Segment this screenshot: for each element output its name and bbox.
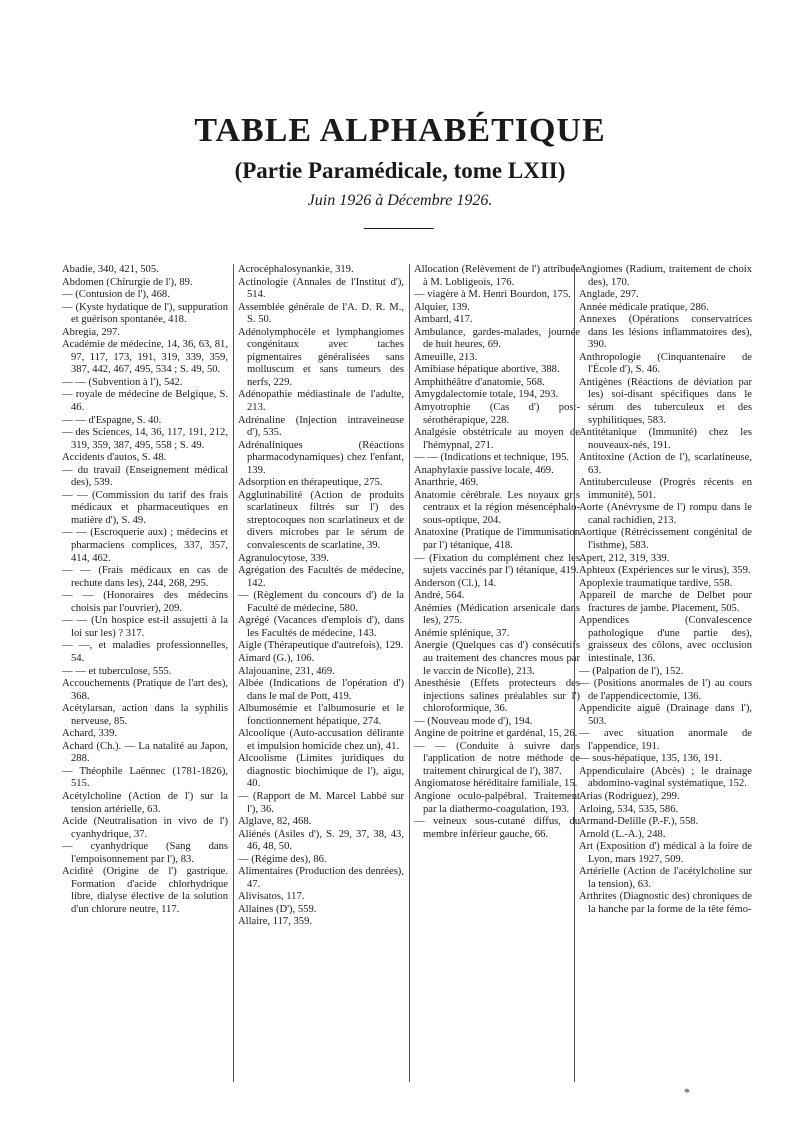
index-entry: — des Sciences, 14, 36, 117, 191, 212, 319, 359, 387, 495, 558 ; S. 49. xyxy=(62,427,228,451)
index-entry: Angione oculo-palpébral. Traitement par la diathermo-coagulation, 193. xyxy=(414,790,580,815)
index-entry: — (Positions anormales de l') au cours de l'appendicectomie, 136. xyxy=(579,678,752,702)
index-entry: Assemblée générale de l'A. D. R. M., S. 50. xyxy=(238,301,404,326)
index-entry: Appareil de marche de Delbet pour fractures de jambe. Placement, 505. xyxy=(579,590,752,614)
column-divider xyxy=(574,264,575,1082)
index-entry: Apert, 212, 319, 339. xyxy=(579,552,670,564)
index-entry: — — et tuberculose, 555. xyxy=(62,665,172,677)
index-entry: Angiomes (Radium, traitement de choix des), 170. xyxy=(579,264,752,288)
footer-asterisk: * xyxy=(684,1085,690,1099)
index-entry: Ambulance, gardes-malades, journée de huit heures, 69. xyxy=(414,326,580,351)
index-entry: — — (Conduite à suivre dans l'application de notre méthode de traitement chirurgical de l'), 387. xyxy=(414,740,580,777)
index-entry: Alcoolique (Auto-accusation délirante et impulsion homicide chez un), 41. xyxy=(238,728,404,752)
index-entry: Allaines (D'), 559. xyxy=(238,903,317,915)
index-entry: Anarthrie, 469. xyxy=(414,477,479,489)
index-entry: Appendicite aiguë (Drainage dans l'), 503. xyxy=(579,703,752,727)
index-entry: Adrénaline (Injection intraveineuse d'), 535. xyxy=(238,414,404,439)
index-entry: Albumosémie et l'albumosurie et le fonctionnement hépatique, 274. xyxy=(238,703,404,727)
page-subtitle: (Partie Paramédicale, tome LXII) xyxy=(234,158,566,183)
index-entry: Aorte (Anévrysme de l') rompu dans le canal rachidien, 213. xyxy=(579,502,752,526)
index-entry: Ambard, 417. xyxy=(414,314,473,326)
index-entry: Anthropologie (Cinquantenaire de l'École d'), S. 46. xyxy=(579,351,752,376)
index-entry: Aliénés (Asiles d'), S. 29, 37, 38, 43, 46, 48, 50. xyxy=(238,828,404,853)
index-entry: — — d'Espagne, S. 40. xyxy=(62,414,162,426)
index-entry: Adénolymphocèle et lymphangiomes congénitaux avec taches pigmentaires généralisées sans molluscum et sans tumeurs des nerfs, 229. xyxy=(238,326,404,388)
index-entry: Agranulocytose, 339. xyxy=(238,552,329,564)
index-entry: Artérielle (Action de l'acétylcholine sur la tension), 63. xyxy=(579,866,752,890)
index-entry: Amibiase hépatique abortive, 388. xyxy=(414,364,560,376)
index-entry: Anatomie cérébrale. Les noyaux gris centraux et la région mésencéphalo-sous-optique, 204. xyxy=(414,489,580,526)
index-entry: Acrocéphalosynankie, 319. xyxy=(238,264,354,275)
index-entry: — (Règlement du concours d') de la Faculté de médecine, 580. xyxy=(238,590,404,614)
index-entry: — (Régime des), 86. xyxy=(238,853,327,865)
index-entry: — — (Frais médicaux en cas de rechute dans les), 244, 268, 295. xyxy=(62,565,228,589)
index-entry: Angiomatose héréditaire familiale, 15. xyxy=(414,778,578,790)
index-entry: — veineux sous-cutané diffus, du membre inférieur gauche, 66. xyxy=(414,816,580,840)
index-entry: Achard (Ch.). — La natalité au Japon, 288. xyxy=(62,740,228,765)
index-entry: — (Kyste hydatique de l'), suppuration et guérison spontanée, 418. xyxy=(62,301,228,326)
index-entry: Anatoxine (Pratique de l'immunisation par l') tétanique, 418. xyxy=(414,527,580,552)
date-range: Juin 1926 à Décembre 1926. xyxy=(307,192,493,209)
index-entry: Anesthésie (Effets protecteurs des injections salines préalables sur l') chloroformique, 36. xyxy=(414,678,580,715)
index-entry: — (Fixation du complément chez les sujets vaccinés par l') tétanique, 419. xyxy=(414,552,580,577)
index-entry: Agrégé (Vacances d'emplois d'), dans les Facultés de médecine, 143. xyxy=(238,615,404,639)
index-entry: Abadie, 340, 421, 505. xyxy=(62,264,159,275)
index-entry: Amyotrophie (Cas d') post-sérothérapique, 228. xyxy=(414,402,580,426)
index-entry: — — (Indications et technique, 195. xyxy=(414,452,570,464)
index-entry: Alglave, 82, 468. xyxy=(238,816,312,828)
index-entry: Albée (Indications de l'opération d') dans le mal de Pott, 419. xyxy=(238,678,404,702)
index-entry: Anergie (Quelques cas d') consécutifs au traitement des chancres mous par le vaccin de Nicolle), 213. xyxy=(414,640,580,677)
index-entry: — Théophile Laënnec (1781-1826), 515. xyxy=(62,765,228,790)
index-entry: Arthrites (Diagnostic des) chroniques de la hanche par la forme de la tête fémo- xyxy=(579,891,752,915)
index-entry: Anglade, 297. xyxy=(579,289,639,301)
index-column-3 xyxy=(414,264,580,1084)
index-entry: Antituberculeuse (Progrès récents en immunité), 501. xyxy=(579,477,752,501)
index-entry: Arnold (L.-A.), 248. xyxy=(579,828,666,840)
index-entry: Angine de poitrine et gardénal, 15, 26. xyxy=(414,728,578,740)
index-entry: Allaire, 117, 359. xyxy=(238,916,313,928)
index-entry: Antigènes (Réactions de déviation par les) soi-disant spécifiques dans le sérum des tuberculeux et des syphilitiques, 583. xyxy=(579,376,752,426)
index-entry: Appendices (Convalescence pathologique d'une partie des), graisseux des côlons, avec occlusion intestinale, 136. xyxy=(579,615,752,664)
index-entry: — (Palpation de l'), 152. xyxy=(579,665,684,677)
index-entry: Abregia, 297. xyxy=(62,326,120,338)
index-column-1 xyxy=(62,264,228,1084)
index-entry: Académie de médecine, 14, 36, 63, 81, 97, 117, 173, 191, 319, 339, 359, 387, 442, 467, 495, 534 ; S. 49, 50. xyxy=(62,339,228,376)
index-entry: Armand-Delille (P.-F.), 558. xyxy=(579,816,699,828)
index-entry: — — (Un hospice est-il assujetti à la loi sur les) ? 317. xyxy=(62,615,228,639)
index-entry: Allocation (Relèvement de l') attribuée à M. Lobligeois, 176. xyxy=(414,264,580,288)
index-entry: Analgésie obstétricale au moyen de l'hémypnal, 271. xyxy=(414,427,580,451)
index-entry: Apoplexie traumatique tardive, 558. xyxy=(579,577,733,589)
index-entry: Anderson (Cl.), 14. xyxy=(414,577,497,589)
index-column-4 xyxy=(579,264,752,1084)
index-entry: — cyanhydrique (Sang dans l'empoisonnement par l'), 83. xyxy=(62,841,228,865)
index-entry: — (Contusion de l'), 468. xyxy=(62,289,170,301)
index-entry: Agglutinabilité (Action de produits scarlatineux filtrés sur l') des streptocoques non scarlatineux et de divers microbes par le sérum de convalescents de scarlatine, 39. xyxy=(238,489,404,552)
column-divider xyxy=(409,264,410,1082)
index-entry: Amygdalectomie totale, 194, 293. xyxy=(414,389,559,401)
column-divider xyxy=(233,264,234,1082)
index-entry: Anaphylaxie passive locale, 469. xyxy=(414,464,554,476)
index-entry: Abdomen (Chirurgie de l'), 89. xyxy=(62,276,193,288)
index-entry: — — (Honoraires des médecins choisis par l'ouvrier), 209. xyxy=(62,590,228,614)
index-entry: Alcoolisme (Limites juridiques du diagnostic biochimique de l'), aigu, 40. xyxy=(238,753,404,790)
index-entry: Antitoxine (Action de l'), scarlatineuse, 63. xyxy=(579,452,752,476)
index-entry: Alivisatos, 117. xyxy=(238,891,305,903)
index-entry: Aigle (Thérapeutique d'autrefois), 129. xyxy=(238,640,404,652)
index-entry: Adsorption en thérapeutique, 275. xyxy=(238,477,383,489)
index-entry: — (Nouveau mode d'), 194. xyxy=(414,715,533,727)
index-entry: Achard, 339. xyxy=(62,728,118,740)
index-entry: André, 564. xyxy=(414,590,465,602)
index-entry: — — (Subvention à l'), 542. xyxy=(62,376,183,388)
index-entry: Art (Exposition d') médical à la foire de Lyon, mars 1927, 509. xyxy=(579,841,752,865)
index-entry: Aortique (Rétrécissement congénital de l'isthme), 583. xyxy=(579,527,752,552)
index-entry: — royale de médecine de Belgique, S. 46. xyxy=(62,389,228,414)
index-entry: Appendiculaire (Abcès) ; le drainage abdomino-vaginal systématique, 152. xyxy=(579,765,752,790)
index-entry: Anémie splénique, 37. xyxy=(414,627,510,639)
index-entry: Accouchements (Pratique de l'art des), 368. xyxy=(62,678,228,702)
index-entry: Année médicale pratique, 286. xyxy=(579,301,709,313)
index-entry: — viagère à M. Henri Bourdon, 175. xyxy=(414,289,571,301)
index-entry: Adénopathie médiastinale de l'adulte, 213. xyxy=(238,389,404,414)
index-entry: Agrégation des Facultés de médecine, 142. xyxy=(238,565,404,589)
index-entry: Annexes (Opérations conservatrices dans les lésions inflammatoires des), 390. xyxy=(579,314,752,351)
index-entry: — du travail (Enseignement médical des), 539. xyxy=(62,464,228,489)
index-entry: Acétylarsan, action dans la syphilis nerveuse, 85. xyxy=(62,703,228,727)
index-entry: Acétylcholine (Action de l') sur la tension artérielle, 63. xyxy=(62,790,228,815)
index-entry: Anémies (Médication arsenicale dans les), 275. xyxy=(414,602,580,627)
index-entry: Amphithéâtre d'anatomie, 568. xyxy=(414,376,545,388)
index-entry: Aphteux (Expériences sur le virus), 359. xyxy=(579,565,751,577)
index-entry: Adrénaliniques (Réactions pharmacodynamiques) chez l'enfant, 139. xyxy=(238,439,404,476)
index-entry: Accidents d'autos, S. 48. xyxy=(62,452,167,464)
index-columns xyxy=(62,264,752,1104)
index-entry: — —, et maladies professionnelles, 54. xyxy=(62,640,228,664)
index-column-2 xyxy=(238,264,404,1084)
index-entry: — — (Commission du tarif des frais médicaux et pharmaceutiques en matière d'), S. 49. xyxy=(62,489,228,526)
index-entry: Arloing, 534, 535, 586. xyxy=(579,803,679,815)
index-entry: Acide (Neutralisation in vivo de l') cyanhydrique, 37. xyxy=(62,816,228,840)
index-entry: Alajouanine, 231, 469. xyxy=(238,665,335,677)
index-entry: Aimard (G.), 106. xyxy=(238,652,315,664)
index-entry: Antitétanique (Immunité) chez les nouveaux-nés, 191. xyxy=(579,427,752,451)
index-entry: — (Rapport de M. Marcel Labbé sur l'), 36. xyxy=(238,790,404,815)
index-entry: — — (Escroquerie aux) ; médecins et pharmaciens complices, 337, 357, 414, 462. xyxy=(62,527,228,564)
index-entry: Acidité (Origine de l') gastrique. Formation d'acide chlorhydrique libre, dialyse élective de la solution d'un chlorure neutre, 117. xyxy=(62,866,228,915)
index-entry: — sous-hépatique, 135, 136, 191. xyxy=(579,753,723,765)
index-entry: Alquier, 139. xyxy=(414,301,470,313)
page-title: TABLE ALPHABÉTIQUE xyxy=(194,112,606,149)
title-rule xyxy=(364,228,434,229)
index-entry: Arias (Rodriguez), 299. xyxy=(579,790,680,802)
index-entry: Alimentaires (Production des denrées), 47. xyxy=(238,866,404,890)
index-entry: Ameuille, 213. xyxy=(414,351,478,363)
index-entry: Actinologie (Annales de l'Institut d'), 514. xyxy=(238,276,404,301)
index-entry: — avec situation anormale de l'appendice, 191. xyxy=(579,728,752,752)
